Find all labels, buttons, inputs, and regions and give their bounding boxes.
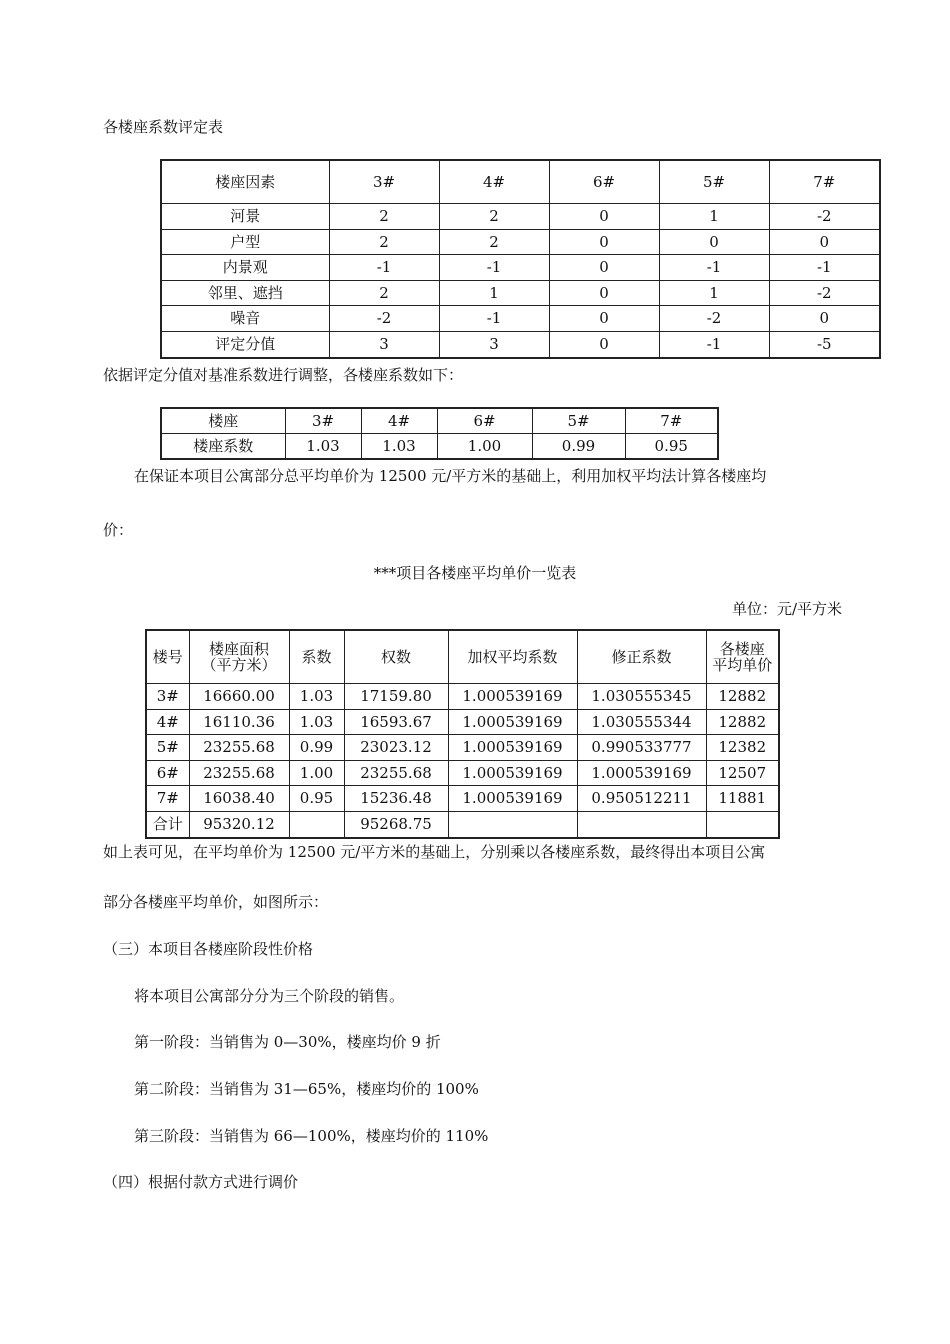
table-cell: 0.990533777: [577, 735, 706, 761]
table-row: [161, 255, 880, 281]
table-cell: 16110.36: [189, 709, 289, 735]
stage-1: 第一阶段：当销售为 0—30%，楼座均价 9 折: [134, 1033, 441, 1051]
table-header-row: [146, 630, 779, 684]
building-coefficient-table: [160, 407, 719, 460]
table-cell: 12507: [706, 760, 779, 786]
table-cell: 7#: [146, 786, 189, 812]
table-cell: -1: [659, 331, 769, 357]
table-cell: 楼座: [161, 408, 285, 434]
table-cell: 95320.12: [189, 811, 289, 837]
table-cell: -5: [769, 331, 880, 357]
table-row: [161, 331, 880, 357]
table-cell: 3#: [146, 684, 189, 710]
table-cell: [448, 811, 577, 837]
table-row: [161, 408, 718, 434]
table-cell: 1: [659, 280, 769, 306]
table-row: [146, 709, 779, 735]
table-cell: -1: [439, 306, 549, 332]
table-cell: -1: [659, 255, 769, 281]
table-cell: 15236.48: [344, 786, 448, 812]
table-cell: 0: [549, 331, 659, 357]
table-cell: 合计: [146, 811, 189, 837]
stage-2: 第二阶段：当销售为 31—65%，楼座均价的 100%: [134, 1080, 479, 1098]
table-cell: 噪音: [161, 306, 329, 332]
table-row: [161, 204, 880, 230]
table-header-row: [161, 160, 880, 204]
table-cell: 12882: [706, 684, 779, 710]
stages-intro: 将本项目公寓部分分为三个阶段的销售。: [134, 987, 405, 1005]
table-cell: 0: [549, 255, 659, 281]
table-cell: 1.03: [285, 434, 361, 460]
table-cell: -2: [769, 280, 880, 306]
paragraph-weighted-line2: 价：: [103, 521, 134, 539]
header-cell: 4#: [439, 160, 549, 204]
table-cell: [289, 811, 344, 837]
table-row: [161, 434, 718, 460]
header-cell: 加权平均系数: [448, 630, 577, 684]
table-cell: 23255.68: [189, 760, 289, 786]
header-cell: 5#: [659, 160, 769, 204]
table-cell: 河景: [161, 204, 329, 230]
paragraph-conclusion-line2: 部分各楼座平均单价，如图所示：: [103, 893, 329, 911]
table-cell: 0: [549, 280, 659, 306]
paragraph-conclusion-line1: 如上表可见，在平均单价为 12500 元/平方米的基础上，分别乘以各楼座系数，最终得出本项目公寓: [103, 843, 766, 861]
table-cell: 0: [769, 229, 880, 255]
header-cell: [706, 630, 779, 684]
table-row: [161, 229, 880, 255]
table-cell: 12382: [706, 735, 779, 761]
table-cell: 6#: [146, 760, 189, 786]
price-table-title: ***项目各楼座平均单价一览表: [373, 564, 577, 582]
table-cell: -1: [769, 255, 880, 281]
table-cell: 23023.12: [344, 735, 448, 761]
table-cell: 2: [329, 204, 439, 230]
table-cell: 1.00: [289, 760, 344, 786]
table-cell: 1.03: [289, 684, 344, 710]
table-cell: 内景观: [161, 255, 329, 281]
table-cell: 4#: [146, 709, 189, 735]
table-cell: 3#: [285, 408, 361, 434]
table-cell: 1: [659, 204, 769, 230]
price-table-unit: 单位：元/平方米: [731, 600, 842, 618]
average-price-table: [145, 629, 780, 839]
section-heading-3: （三）本项目各楼座阶段性价格: [103, 940, 314, 958]
table-row: [146, 735, 779, 761]
stage-3: 第三阶段：当销售为 66—100%，楼座均价的 110%: [134, 1127, 489, 1145]
header-cell: 楼号: [146, 630, 189, 684]
table-cell: 1.000539169: [448, 735, 577, 761]
table-cell: 95268.75: [344, 811, 448, 837]
header-line: 各楼座: [719, 639, 765, 658]
table-cell: 1.03: [289, 709, 344, 735]
table-cell: 0.95: [289, 786, 344, 812]
header-line: 平均单价: [712, 656, 773, 674]
table-row: [146, 786, 779, 812]
table-cell: -2: [329, 306, 439, 332]
table-cell: [577, 811, 706, 837]
table-cell: 0: [769, 306, 880, 332]
table-cell: -2: [769, 204, 880, 230]
table-cell: 邻里、遮挡: [161, 280, 329, 306]
table-cell: 1.000539169: [448, 760, 577, 786]
table-cell: 0.95: [625, 434, 718, 460]
header-line: 楼座面积: [208, 639, 269, 658]
table-cell: 3: [329, 331, 439, 357]
table-cell: 1.00: [437, 434, 532, 460]
table-cell: 楼座系数: [161, 434, 285, 460]
paragraph-coefficient-adjust: 依据评定分值对基准系数进行调整，各楼座系数如下：: [103, 366, 464, 384]
table-row: [161, 280, 880, 306]
table-cell: 0.950512211: [577, 786, 706, 812]
table-cell: 23255.68: [189, 735, 289, 761]
eval-table-title: 各楼座系数评定表: [103, 118, 224, 136]
table-cell: 0: [659, 229, 769, 255]
table-cell: 16660.00: [189, 684, 289, 710]
header-cell: 7#: [769, 160, 880, 204]
table-cell: 16593.67: [344, 709, 448, 735]
table-cell: 2: [329, 280, 439, 306]
table-cell: 17159.80: [344, 684, 448, 710]
table-cell: 7#: [625, 408, 718, 434]
table-cell: -2: [659, 306, 769, 332]
table-cell: 3: [439, 331, 549, 357]
table-cell: 户型: [161, 229, 329, 255]
header-line: （平方米）: [201, 656, 277, 674]
table-cell: 16038.40: [189, 786, 289, 812]
table-cell: 1.000539169: [577, 760, 706, 786]
table-cell: -1: [439, 255, 549, 281]
table-cell: 1.000539169: [448, 709, 577, 735]
table-cell: 0: [549, 306, 659, 332]
table-cell: 评定分值: [161, 331, 329, 357]
table-cell: 4#: [361, 408, 437, 434]
table-cell: 2: [439, 204, 549, 230]
table-cell: 2: [439, 229, 549, 255]
table-cell: 12882: [706, 709, 779, 735]
table-cell: 1.030555344: [577, 709, 706, 735]
table-row: [146, 684, 779, 710]
table-cell: 2: [329, 229, 439, 255]
header-cell: 6#: [549, 160, 659, 204]
table-cell: 11881: [706, 786, 779, 812]
table-cell: 5#: [146, 735, 189, 761]
table-cell: 23255.68: [344, 760, 448, 786]
paragraph-weighted-line1: 在保证本项目公寓部分总平均单价为 12500 元/平方米的基础上，利用加权平均法计算各楼座均: [134, 467, 767, 485]
header-cell: [189, 630, 289, 684]
table-cell: 0: [549, 204, 659, 230]
table-cell: 0.99: [532, 434, 625, 460]
table-cell: 1.000539169: [448, 684, 577, 710]
table-row-total: [146, 811, 779, 837]
header-cell: 权数: [344, 630, 448, 684]
table-cell: 1.03: [361, 434, 437, 460]
table-cell: 6#: [437, 408, 532, 434]
table-cell: 1.000539169: [448, 786, 577, 812]
table-cell: 0.99: [289, 735, 344, 761]
section-heading-4: （四）根据付款方式进行调价: [103, 1173, 299, 1191]
table-cell: 1.030555345: [577, 684, 706, 710]
coefficient-evaluation-table: [160, 159, 881, 359]
table-row: [161, 306, 880, 332]
table-cell: [706, 811, 779, 837]
header-cell: 修正系数: [577, 630, 706, 684]
table-cell: -1: [329, 255, 439, 281]
table-cell: 1: [439, 280, 549, 306]
table-cell: 5#: [532, 408, 625, 434]
header-cell: 系数: [289, 630, 344, 684]
header-cell: 楼座因素: [161, 160, 329, 204]
table-row: [146, 760, 779, 786]
header-cell: 3#: [329, 160, 439, 204]
table-cell: 0: [549, 229, 659, 255]
